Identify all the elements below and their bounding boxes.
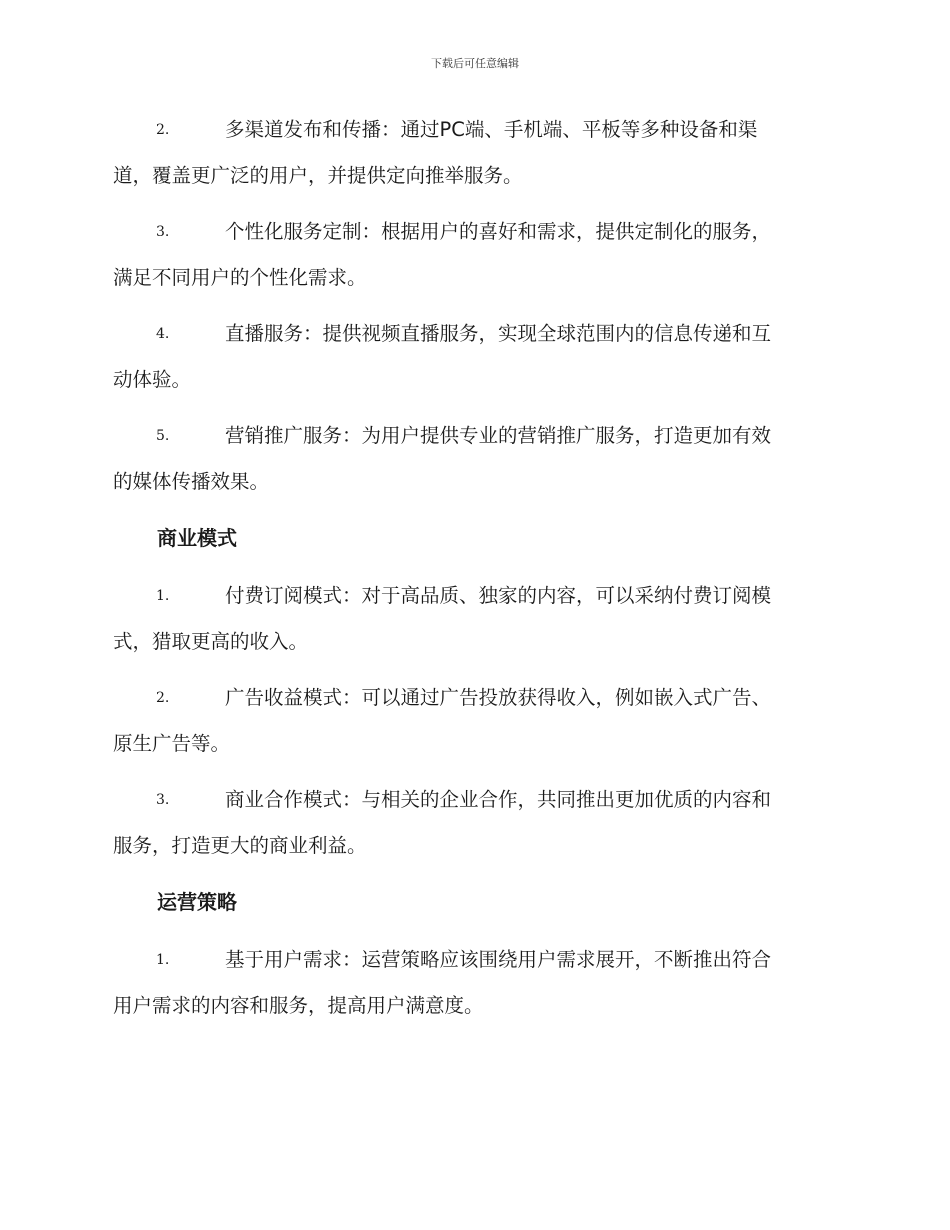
list-item <box>113 573 835 665</box>
page-header: 下载后可任意编辑 <box>431 57 519 70</box>
item-text-line1: 个性化服务定制：根据用户的喜好和需求，提供定制化的服务， <box>225 220 772 243</box>
item-text-line1: 多渠道发布和传播：通过PC端、手机端、平板等多种设备和渠 <box>225 118 758 141</box>
list-item <box>113 937 835 1029</box>
item-number: 2. <box>156 690 170 706</box>
item-number: 3. <box>156 224 170 240</box>
item-text-line2: 服务，打造更大的商业利益。 <box>113 834 367 857</box>
item-text-line2: 式，猎取更高的收入。 <box>113 630 309 653</box>
list-item <box>113 107 835 199</box>
item-number: 1. <box>156 952 170 968</box>
item-text-line1: 付费订阅模式：对于高品质、独家的内容，可以采纳付费订阅模 <box>225 584 772 607</box>
list-item <box>113 413 835 505</box>
item-number: 3. <box>156 792 170 808</box>
item-number: 2. <box>156 122 170 138</box>
item-text-line2: 动体验。 <box>113 368 192 391</box>
section-heading: 商业模式 <box>157 526 237 550</box>
item-text-line2: 原生广告等。 <box>113 732 231 755</box>
item-number: 5. <box>156 428 170 444</box>
item-text-line1: 基于用户需求：运营策略应该围绕用户需求展开，不断推出符合 <box>225 948 772 971</box>
item-number: 4. <box>156 326 170 342</box>
item-text-line2: 的媒体传播效果。 <box>113 470 270 493</box>
item-text-line2: 道，覆盖更广泛的用户，并提供定向推举服务。 <box>113 164 523 187</box>
list-item <box>113 209 835 301</box>
list-item <box>113 675 835 767</box>
item-text-line2: 满足不同用户的个性化需求。 <box>113 266 367 289</box>
item-text-line1: 广告收益模式：可以通过广告投放获得收入，例如嵌入式广告、 <box>225 686 772 709</box>
item-text-line2: 用户需求的内容和服务，提高用户满意度。 <box>113 994 484 1017</box>
item-text-line1: 商业合作模式：与相关的企业合作，共同推出更加优质的内容和 <box>225 788 772 811</box>
list-item <box>113 777 835 869</box>
item-text-line1: 直播服务：提供视频直播服务，实现全球范围内的信息传递和互 <box>225 322 772 345</box>
item-text-line1: 营销推广服务：为用户提供专业的营销推广服务，打造更加有效 <box>225 424 772 447</box>
list-item <box>113 311 835 403</box>
item-number: 1. <box>156 588 170 604</box>
section-heading: 运营策略 <box>157 890 237 914</box>
